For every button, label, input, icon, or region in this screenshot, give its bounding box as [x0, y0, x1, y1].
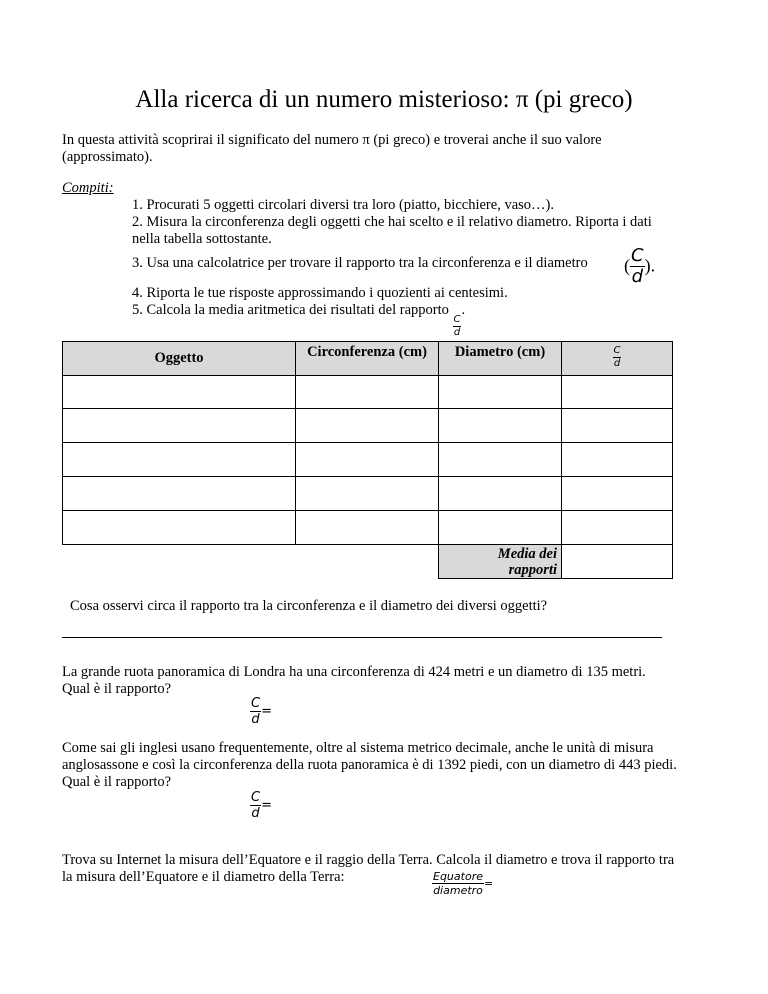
task-3-line [132, 255, 588, 272]
cell-diametro[interactable] [439, 376, 562, 409]
cell-circonferenza[interactable] [296, 376, 439, 409]
cell-circonferenza[interactable] [296, 409, 439, 443]
cell-ratio[interactable] [562, 477, 673, 511]
data-table [62, 341, 673, 579]
mean-row [63, 545, 673, 579]
question-observe: Cosa osservi circa il rapporto tra la circonferenza e il diametro dei diversi oggetti? [70, 598, 548, 614]
header-oggetto: Oggetto [63, 342, 296, 376]
task-3-fraction: ( $\frac{C}{d}$ ). [624, 245, 656, 287]
header-diametro: Diametro (cm) [439, 342, 562, 376]
london-ratio: $\frac{C}{d}$ = [251, 696, 272, 727]
cell-circonferenza[interactable] [296, 443, 439, 477]
task-5: 5. Calcola la media aritmetica dei risultati del rapporto [132, 302, 449, 318]
task-3: 3. Usa una calcolatrice per trovare il rapporto tra la circonferenza e il diametro [132, 255, 588, 271]
fraction-denominator: d [631, 266, 643, 287]
task-5-line: 5. Calcola la media aritmetica dei risultati del rapporto $\frac{C}{d}$ . [132, 302, 466, 338]
task-2: 2. Misura la circonferenza degli oggetti che hai scelto e il relativo diametro. Riporta i dati nella tabella sottostante. [132, 214, 652, 247]
cell-circonferenza[interactable] [296, 511, 439, 545]
cell-ratio[interactable] [562, 409, 673, 443]
cell-ratio[interactable] [562, 511, 673, 545]
cell-oggetto[interactable] [63, 511, 296, 545]
answer-line[interactable] [62, 637, 662, 638]
table-row [63, 511, 673, 545]
cell-diametro[interactable] [439, 477, 562, 511]
cell-diametro[interactable] [439, 511, 562, 545]
cell-ratio[interactable] [562, 376, 673, 409]
header-ratio: $\frac{C}{d}$ [562, 342, 673, 376]
table-header-row [63, 342, 673, 376]
task-4: 4. Riporta le tue risposte approssimando i quozienti ai centesimi. [132, 285, 508, 301]
earth-ratio: $\frac{\text{Equatore}}{\text{diametro}}$ = [433, 870, 494, 897]
table-row [63, 443, 673, 477]
cell-ratio[interactable] [562, 443, 673, 477]
intro-paragraph: In questa attività scoprirai il significato del numero π (pi greco) e troverai anche il suo valore (approssimato). [62, 132, 602, 165]
fraction-numerator: C [631, 245, 644, 266]
cell-diametro[interactable] [439, 443, 562, 477]
feet-paragraph: Come sai gli inglesi usano frequentemente, oltre al sistema metrico decimale, anche le unità di misura anglosassone e così la circonferenza della ruota panoramica è di 1392 piedi, con un diametro di 443 piedi. Qual è il rapporto? [62, 740, 677, 790]
cell-oggetto[interactable] [63, 376, 296, 409]
london-wheel-paragraph: La grande ruota panoramica di Londra ha una circonferenza di 424 metri e un diametro di 135 metri. Qual è il rapporto? [62, 664, 646, 697]
tasks-heading: Compiti: [62, 180, 114, 196]
table-row [63, 477, 673, 511]
mean-value-cell[interactable] [562, 545, 673, 579]
cell-circonferenza[interactable] [296, 477, 439, 511]
cell-oggetto[interactable] [63, 443, 296, 477]
table-row [63, 376, 673, 409]
cell-diametro[interactable] [439, 409, 562, 443]
earth-paragraph: Trova su Internet la misura dell’Equatore e il raggio della Terra. Calcola il diametro e trova il rapporto tra la misura dell’Equatore e il diametro della Terra: [62, 852, 675, 885]
header-circonferenza: Circonferenza (cm) [296, 342, 439, 376]
task-1: 1. Procurati 5 oggetti circolari diversi tra loro (piatto, bicchiere, vaso…). [132, 197, 554, 213]
task-5-fraction: $\frac{C}{d}$ [453, 314, 461, 338]
cell-oggetto[interactable] [63, 409, 296, 443]
mean-label: Media dei rapporti [439, 545, 562, 579]
page-title: Alla ricerca di un numero misterioso: π (pi greco) [135, 86, 633, 113]
cell-oggetto[interactable] [63, 477, 296, 511]
table-row [63, 409, 673, 443]
feet-ratio: $\frac{C}{d}$ = [251, 790, 272, 821]
